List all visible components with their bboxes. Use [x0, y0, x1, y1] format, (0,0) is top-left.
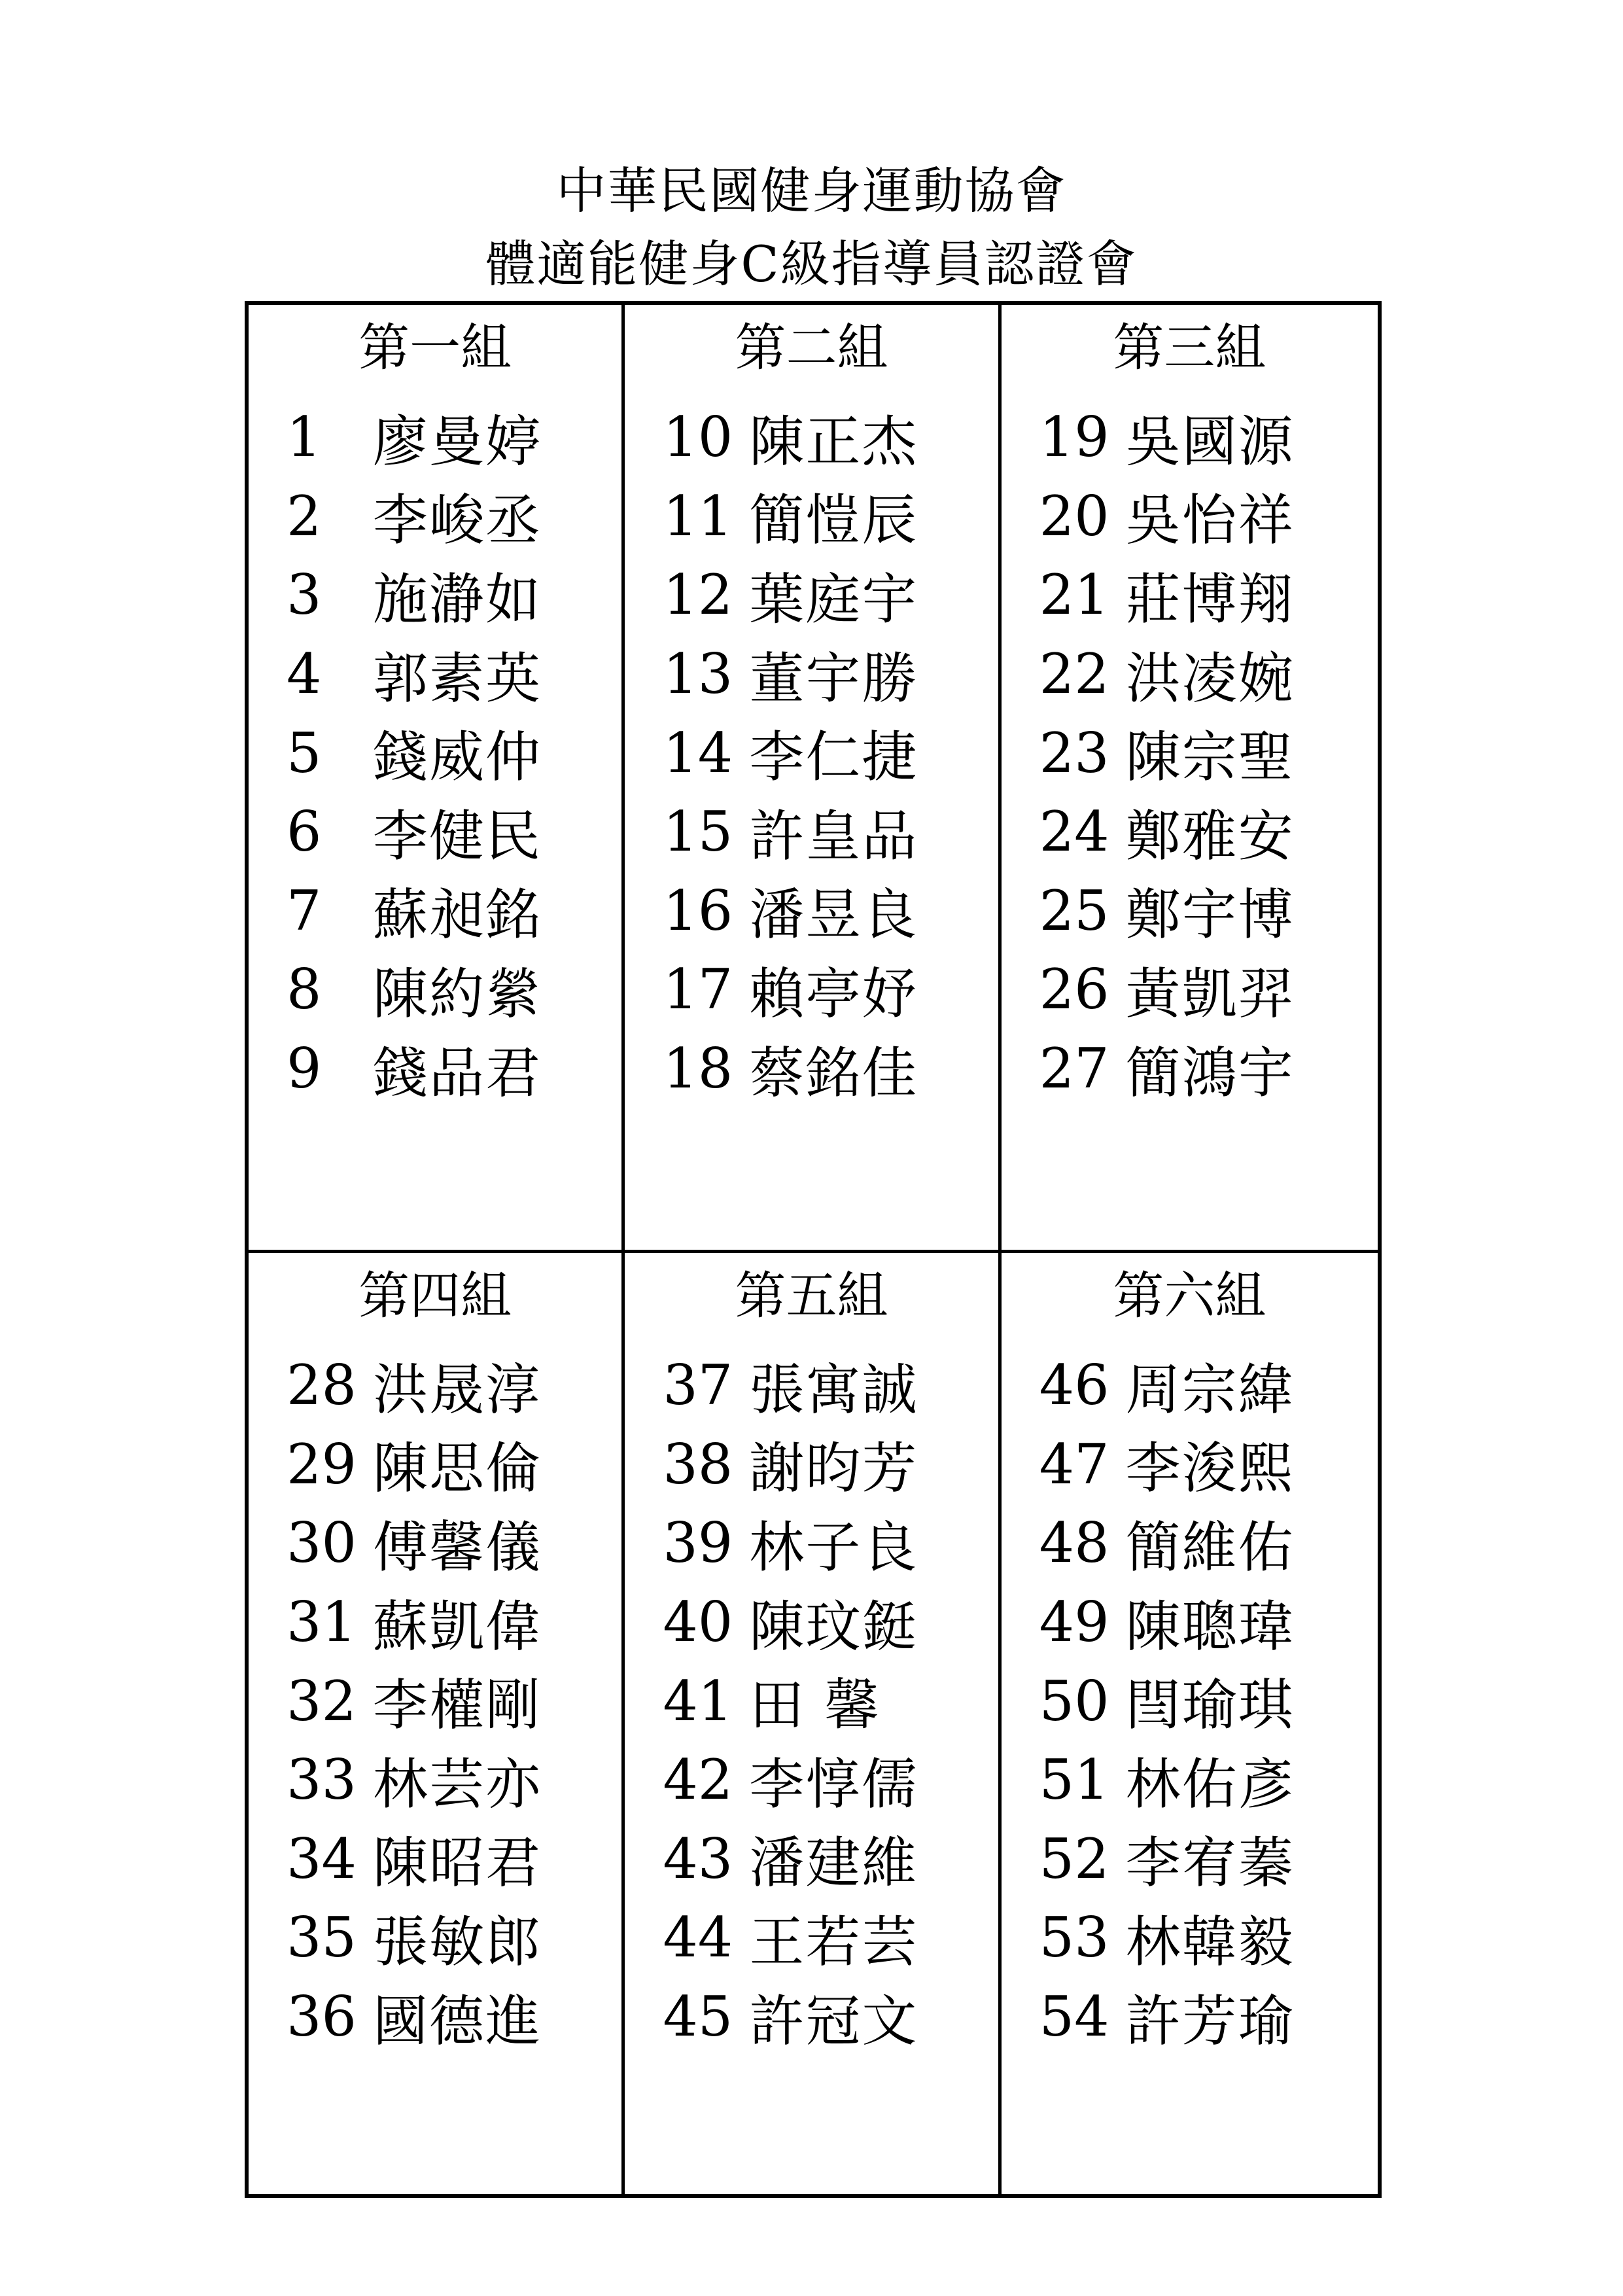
member-number: 4 [287, 642, 322, 707]
member-number: 15 [663, 800, 733, 864]
group-title: 第四組 [358, 1267, 512, 1326]
member-row [625, 950, 998, 1029]
group-title: 第二組 [735, 319, 888, 378]
member-number: 3 [287, 563, 322, 627]
member-row [249, 1029, 621, 1108]
member-number: 45 [663, 1985, 733, 2049]
member-name: 陳玟鋌 [749, 1594, 918, 1659]
group-title: 第一組 [358, 319, 512, 378]
member-row [1002, 1740, 1378, 1820]
member-name: 張敏郎 [373, 1909, 542, 1974]
member-number: 19 [1039, 405, 1109, 470]
member-number: 13 [663, 642, 733, 707]
member-number: 34 [287, 1826, 357, 1891]
member-name: 廖曼婷 [373, 409, 542, 474]
member-row [249, 635, 621, 714]
member-name: 吳國源 [1125, 409, 1295, 474]
member-row [625, 1346, 998, 1425]
document-header [0, 154, 1623, 301]
group-title: 第三組 [1113, 319, 1266, 378]
member-number: 43 [663, 1826, 733, 1891]
member-name: 簡愷辰 [749, 488, 918, 553]
member-number: 10 [663, 405, 733, 470]
member-name: 李浚熙 [1125, 1436, 1295, 1501]
member-number: 16 [663, 878, 733, 943]
member-row [1002, 1504, 1378, 1583]
member-name: 陳思倫 [373, 1436, 542, 1501]
member-name: 林子良 [749, 1515, 918, 1580]
group-cell-3 [1002, 305, 1378, 1253]
member-number: 27 [1039, 1036, 1109, 1101]
member-name: 李惇儒 [749, 1752, 918, 1816]
member-row [249, 1661, 621, 1740]
member-row [625, 398, 998, 477]
member-name: 李權剛 [373, 1673, 542, 1738]
member-number: 9 [287, 1036, 322, 1101]
member-row [249, 398, 621, 477]
member-row [1002, 1425, 1378, 1504]
member-row [625, 1029, 998, 1108]
member-row [625, 872, 998, 951]
member-name: 傅馨儀 [373, 1515, 542, 1580]
member-row [625, 477, 998, 556]
member-name: 陳昭君 [373, 1831, 542, 1896]
member-row [625, 792, 998, 872]
member-number: 2 [287, 484, 322, 548]
member-row [625, 1583, 998, 1662]
member-number: 25 [1039, 878, 1109, 943]
member-row [1002, 1820, 1378, 1899]
member-row [249, 1898, 621, 1977]
member-number: 6 [287, 800, 322, 864]
member-number: 31 [287, 1590, 357, 1655]
member-number: 1 [287, 405, 322, 470]
member-number: 32 [287, 1669, 357, 1733]
member-row [625, 1898, 998, 1977]
member-number: 7 [287, 878, 322, 943]
member-row [625, 635, 998, 714]
member-row [625, 1661, 998, 1740]
member-row [249, 872, 621, 951]
member-name: 董宇勝 [749, 646, 918, 711]
member-number: 11 [663, 484, 733, 548]
member-name: 蘇昶銘 [373, 883, 542, 947]
member-name: 國德進 [373, 1988, 542, 2053]
member-number: 46 [1039, 1353, 1109, 1418]
member-name: 吳怡祥 [1125, 488, 1295, 553]
member-number: 20 [1039, 484, 1109, 548]
member-name: 潘建維 [749, 1831, 918, 1896]
member-row [249, 1583, 621, 1662]
group-roster-table [245, 301, 1382, 2198]
member-number: 41 [663, 1669, 733, 1733]
member-row [625, 1977, 998, 2057]
member-name: 潘昱良 [749, 883, 918, 947]
member-name: 林韓毅 [1125, 1909, 1295, 1974]
member-number: 18 [663, 1036, 733, 1101]
member-row [1002, 872, 1378, 951]
member-number: 38 [663, 1432, 733, 1496]
member-row [1002, 1346, 1378, 1425]
member-number: 21 [1039, 563, 1109, 627]
member-number: 8 [287, 957, 322, 1022]
member-number: 35 [287, 1905, 357, 1970]
member-row [1002, 1977, 1378, 2057]
member-row [1002, 635, 1378, 714]
member-number: 49 [1039, 1590, 1109, 1655]
member-name: 簡鴻宇 [1125, 1040, 1295, 1105]
member-row [1002, 1583, 1378, 1662]
member-row [249, 477, 621, 556]
member-name: 錢威仲 [373, 725, 542, 790]
member-name: 李仁捷 [749, 725, 918, 790]
member-row [249, 713, 621, 792]
member-number: 40 [663, 1590, 733, 1655]
member-name: 田 馨 [749, 1673, 881, 1738]
member-name: 錢品君 [373, 1040, 542, 1105]
member-number: 12 [663, 563, 733, 627]
member-name: 葉庭宇 [749, 567, 918, 631]
member-row [249, 1740, 621, 1820]
member-name: 莊博翔 [1125, 567, 1295, 631]
member-row [625, 1740, 998, 1820]
member-number: 22 [1039, 642, 1109, 707]
member-row [1002, 556, 1378, 635]
member-name: 簡維佑 [1125, 1515, 1295, 1580]
member-row [249, 1346, 621, 1425]
member-number: 51 [1039, 1748, 1109, 1812]
member-name: 周宗緯 [1125, 1357, 1295, 1422]
group-cell-5 [625, 1253, 1001, 2194]
member-row [625, 1504, 998, 1583]
member-number: 14 [663, 720, 733, 785]
member-name: 許芳瑜 [1125, 1988, 1295, 2053]
member-name: 李峻丞 [373, 488, 542, 553]
member-number: 39 [663, 1511, 733, 1576]
member-name: 陳正杰 [749, 409, 918, 474]
member-row [625, 713, 998, 792]
member-name: 林佑彥 [1125, 1752, 1295, 1816]
member-name: 張寓誠 [749, 1357, 918, 1422]
group-title: 第五組 [735, 1267, 888, 1326]
member-name: 許冠文 [749, 1988, 918, 2053]
member-name: 洪晟淳 [373, 1357, 542, 1422]
member-row [1002, 398, 1378, 477]
member-name: 蔡銘佳 [749, 1040, 918, 1105]
member-number: 26 [1039, 957, 1109, 1022]
certification-title: 體適能健身C級指導員認證會 [485, 235, 1138, 293]
member-row [249, 1977, 621, 2057]
member-number: 52 [1039, 1826, 1109, 1891]
member-name: 許皇品 [749, 804, 918, 868]
member-row [1002, 1898, 1378, 1977]
member-row [1002, 792, 1378, 872]
group-cell-4 [249, 1253, 625, 2194]
member-row [249, 950, 621, 1029]
member-name: 鄭宇博 [1125, 883, 1295, 947]
member-name: 郭素英 [373, 646, 542, 711]
member-name: 閆瑜琪 [1125, 1673, 1295, 1738]
group-cell-1 [249, 305, 625, 1253]
member-name: 李健民 [373, 804, 542, 868]
association-title: 中華民國健身運動協會 [556, 162, 1067, 220]
member-number: 5 [287, 720, 322, 785]
member-name: 謝昀芳 [749, 1436, 918, 1501]
member-row [249, 1820, 621, 1899]
member-number: 24 [1039, 800, 1109, 864]
member-name: 陳約縈 [373, 961, 542, 1026]
member-name: 洪凌婉 [1125, 646, 1295, 711]
member-row [249, 1504, 621, 1583]
member-number: 28 [287, 1353, 357, 1418]
member-number: 37 [663, 1353, 733, 1418]
member-name: 蘇凱偉 [373, 1594, 542, 1659]
group-title: 第六組 [1113, 1267, 1266, 1326]
member-number: 53 [1039, 1905, 1109, 1970]
member-number: 48 [1039, 1511, 1109, 1576]
member-row [249, 556, 621, 635]
member-number: 29 [287, 1432, 357, 1496]
member-row [1002, 950, 1378, 1029]
member-number: 42 [663, 1748, 733, 1812]
member-name: 林芸亦 [373, 1752, 542, 1816]
group-cell-6 [1002, 1253, 1378, 2194]
member-number: 44 [663, 1905, 733, 1970]
member-row [625, 1425, 998, 1504]
member-name: 鄭雅安 [1125, 804, 1295, 868]
member-number: 50 [1039, 1669, 1109, 1733]
member-name: 施瀞如 [373, 567, 542, 631]
member-name: 王若芸 [749, 1909, 918, 1974]
member-name: 陳聰瑋 [1125, 1594, 1295, 1659]
member-number: 47 [1039, 1432, 1109, 1496]
member-name: 賴亭妤 [749, 961, 918, 1026]
member-number: 17 [663, 957, 733, 1022]
member-row [249, 792, 621, 872]
member-number: 30 [287, 1511, 357, 1576]
member-row [1002, 1661, 1378, 1740]
member-number: 33 [287, 1748, 357, 1812]
member-number: 36 [287, 1985, 357, 2049]
member-row [625, 1820, 998, 1899]
member-name: 李宥蓁 [1125, 1831, 1295, 1896]
member-name: 黃凱羿 [1125, 961, 1295, 1026]
member-number: 23 [1039, 720, 1109, 785]
member-row [1002, 713, 1378, 792]
member-row [1002, 477, 1378, 556]
member-row [249, 1425, 621, 1504]
member-row [1002, 1029, 1378, 1108]
member-row [625, 556, 998, 635]
member-name: 陳宗聖 [1125, 725, 1295, 790]
member-number: 54 [1039, 1985, 1109, 2049]
group-cell-2 [625, 305, 1001, 1253]
